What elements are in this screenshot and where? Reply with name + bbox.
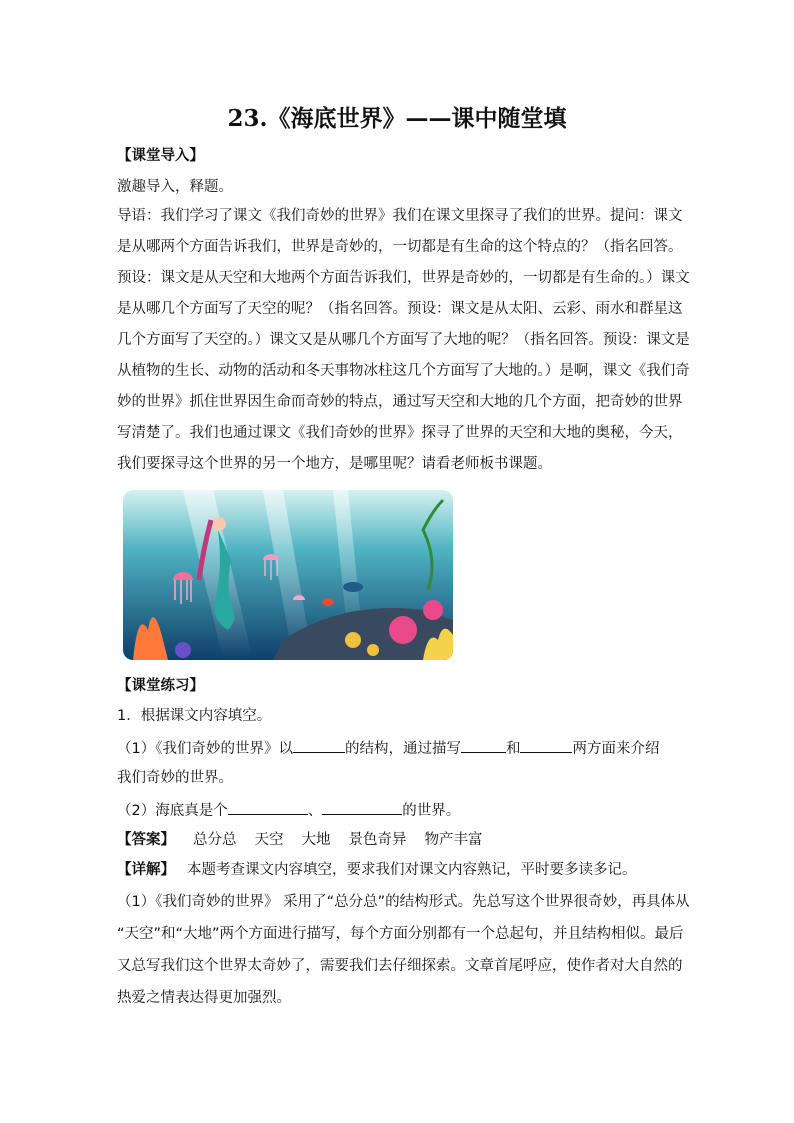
answer-item: 大地	[301, 832, 331, 848]
detail-paragraph-line: 热爱之情表达得更加强烈。	[117, 990, 291, 1006]
question-1: 1．根据课文内容填空。	[117, 708, 272, 724]
answer-blank[interactable]	[520, 738, 572, 753]
paragraph-line: 导语：我们学习了课文《我们奇妙的世界》我们在课文里探寻了我们的世界。提问：课文	[117, 208, 683, 224]
paragraph-line: 是从哪几个方面写了天空的呢？（指名回答。预设：课文是从太阳、云彩、雨水和群星这	[117, 301, 683, 317]
detail-paragraph-line: “天空”和“大地”两个方面进行描写，每个方面分别都有一个总起句，并且结构相似。最后	[117, 926, 684, 942]
document-title: 23.《海底世界》——课中随堂填	[227, 105, 567, 132]
question-1-1: （1）《我们奇妙的世界》以 的结构，通过描写 和 两方面来介绍	[117, 738, 659, 759]
section-heading-intro: 【课堂导入】	[117, 148, 204, 164]
question-1-1-cont: 我们奇妙的世界。	[117, 770, 233, 786]
paragraph-line: 从植物的生长、动物的活动和冬天事物冰柱这几个方面写了大地的。）是啊，课文《我们奇	[117, 363, 690, 379]
paragraph-line: 几个方面写了天空的。）课文又是从哪几个方面写了大地的呢？（指名回答。预设：课文是	[117, 332, 690, 348]
answer-item: 天空	[254, 832, 284, 848]
paragraph-line: 妙的世界》抓住世界因生命而奇妙的特点，通过写天空和大地的几个方面，把奇妙的世界	[117, 394, 683, 410]
answer-blank[interactable]	[228, 800, 308, 815]
answer-label: 【答案】	[117, 832, 175, 848]
detail-text: 本题考查课文内容填空，要求我们对课文内容熟记，平时要多读多记。	[187, 862, 637, 878]
detail-line	[117, 860, 637, 880]
paragraph-line: 写清楚了。我们也通过课文《我们奇妙的世界》探寻了世界的天空和大地的奥秘，今天，	[117, 425, 683, 441]
answer-blank[interactable]	[322, 800, 402, 815]
intro-line: 激趣导入，释题。	[117, 179, 233, 195]
answer-line	[117, 830, 483, 850]
section-heading-practice: 【课堂练习】	[117, 678, 204, 694]
answer-item: 总分总	[193, 832, 237, 848]
answer-item: 景色奇异	[348, 832, 407, 848]
underwater-illustration	[123, 490, 453, 660]
answer-blank[interactable]	[461, 738, 506, 753]
detail-label: 【详解】	[117, 862, 175, 878]
answer-item: 物产丰富	[424, 832, 483, 848]
answer-blank[interactable]	[293, 738, 345, 753]
paragraph-line: 预设：课文是从天空和大地两个方面告诉我们，世界是奇妙的，一切都是有生命的。）课文	[117, 270, 690, 286]
detail-paragraph-line: 又总写我们这个世界太奇妙了，需要我们去仔细探索。文章首尾呼应，使作者对大自然的	[117, 958, 683, 974]
question-1-2: （2）海底真是个 、 的世界。	[117, 800, 460, 821]
detail-paragraph-line: （1）《我们奇妙的世界》 采用了“总分总”的结构形式。先总写这个世界很奇妙，再具体从	[117, 894, 690, 910]
paragraph-line: 我们要探寻这个世界的另一个地方，是哪里呢？请看老师板书课题。	[117, 456, 552, 472]
paragraph-line: 是从哪两个方面告诉我们，世界是奇妙的，一切都是有生命的这个特点的？（指名回答。	[117, 239, 683, 255]
